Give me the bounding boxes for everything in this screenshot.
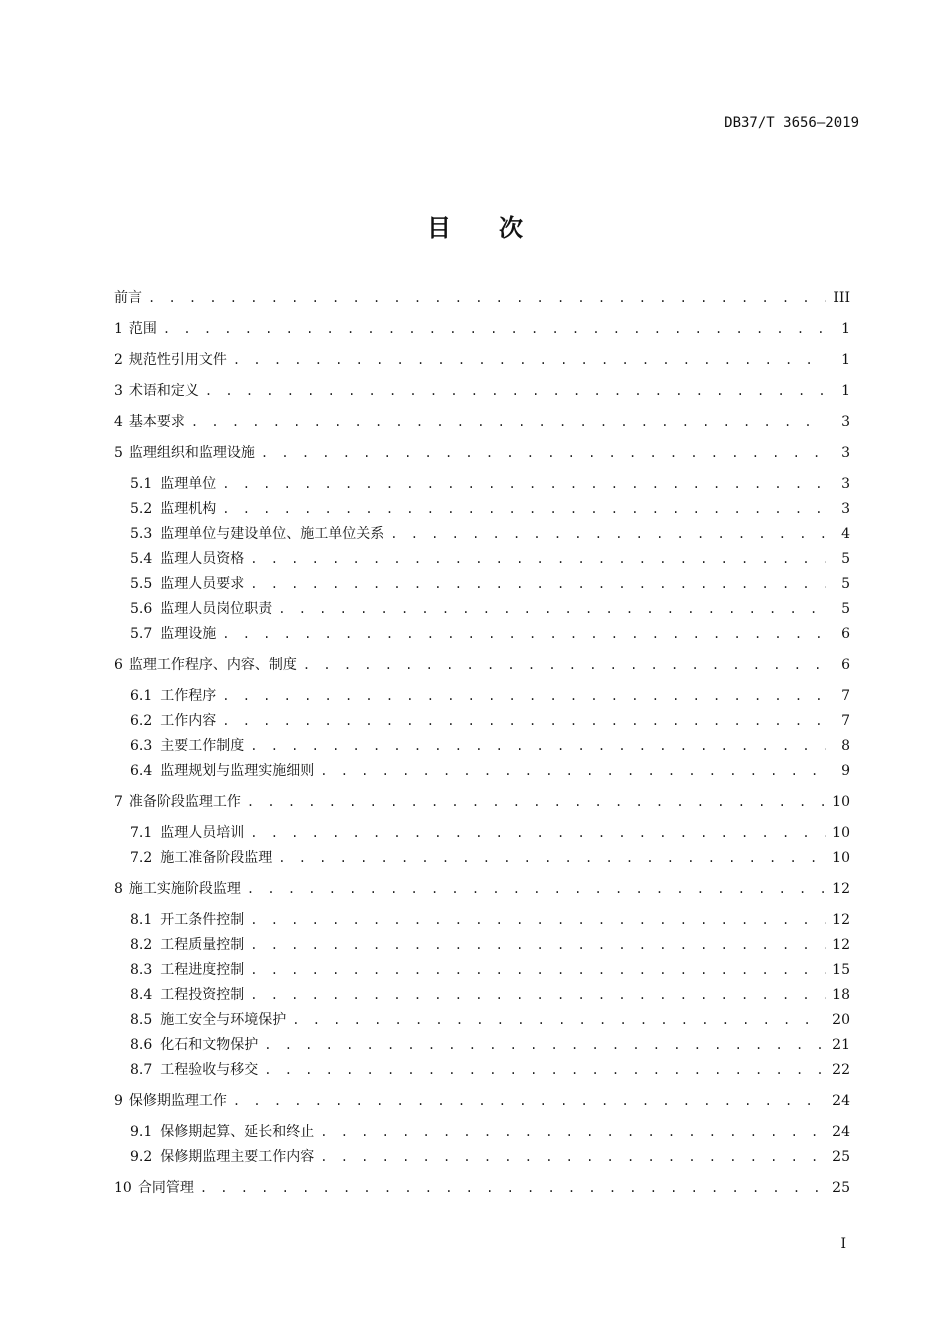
toc-dot-leader — [148, 288, 826, 308]
toc-entry-page: 25 — [832, 1180, 850, 1196]
toc-entry-page: 12 — [832, 912, 850, 928]
toc-dot-leader — [233, 350, 826, 370]
toc-dot-leader — [278, 848, 826, 868]
toc-entry-page: 5 — [841, 601, 850, 617]
toc-entry-label: 施工安全与环境保护 — [160, 1012, 287, 1028]
toc-dot-leader — [222, 499, 826, 519]
toc-entry-number: 5.2 — [130, 501, 153, 517]
toc-entry-number: 5.6 — [130, 601, 153, 617]
toc-entry[interactable] — [114, 1178, 850, 1198]
toc-entry-label: 监理单位与建设单位、施工单位关系 — [160, 526, 385, 542]
toc-dot-leader — [264, 1060, 826, 1080]
toc-entry-label: 范围 — [128, 321, 157, 337]
toc-dot-leader — [250, 960, 826, 980]
toc-entry-label: 监理机构 — [160, 501, 217, 517]
toc-entry[interactable] — [114, 288, 850, 308]
toc-entry-label: 准备阶段监理工作 — [128, 794, 241, 810]
toc-entry-label: 开工条件控制 — [160, 912, 245, 928]
toc-entry-label: 工程投资控制 — [160, 987, 245, 1003]
toc-entry-label: 监理人员资格 — [160, 551, 245, 567]
toc-entry-number: 3 — [114, 383, 123, 399]
toc-entry[interactable] — [130, 761, 850, 781]
toc-entry-label: 监理组织和监理设施 — [128, 445, 255, 461]
toc-entry-number: 9.2 — [130, 1149, 153, 1165]
toc-entry-number: 6.2 — [130, 713, 153, 729]
toc-dot-leader — [247, 792, 826, 812]
toc-entry-label: 工作内容 — [160, 713, 217, 729]
toc-entry-page: 18 — [832, 987, 850, 1003]
toc-entry-label: 工程质量控制 — [160, 937, 245, 953]
toc-entry[interactable] — [130, 1147, 850, 1167]
toc-entry-label: 工程进度控制 — [160, 962, 245, 978]
toc-entry[interactable] — [130, 711, 850, 731]
toc-dot-leader — [222, 686, 826, 706]
toc-entry-number: 6.4 — [130, 763, 153, 779]
toc-entry-page: 1 — [841, 321, 850, 337]
toc-entry[interactable] — [114, 879, 850, 899]
toc-entry-number: 5.4 — [130, 551, 153, 567]
toc-entry[interactable] — [130, 1060, 850, 1080]
toc-entry-number: 8.3 — [130, 962, 153, 978]
toc-entry-page: III — [833, 290, 850, 306]
toc-dot-leader — [303, 655, 826, 675]
toc-entry-number: 4 — [114, 414, 123, 430]
toc-entry-label: 保修期监理主要工作内容 — [160, 1149, 315, 1165]
toc-entry-number: 2 — [114, 352, 123, 368]
toc-entry[interactable] — [130, 736, 850, 756]
toc-entry-label: 施工实施阶段监理 — [128, 881, 241, 897]
toc-entry[interactable] — [130, 499, 850, 519]
toc-dot-leader — [261, 443, 826, 463]
toc-dot-leader — [250, 574, 826, 594]
toc-dot-leader — [205, 381, 826, 401]
toc-entry-label: 监理人员培训 — [160, 825, 245, 841]
toc-entry-number: 5.5 — [130, 576, 153, 592]
toc-entry-label: 施工准备阶段监理 — [160, 850, 273, 866]
toc-entry-number: 7 — [114, 794, 123, 810]
toc-entry-label: 工程验收与移交 — [160, 1062, 259, 1078]
toc-dot-leader — [250, 985, 826, 1005]
toc-entry-label: 主要工作制度 — [160, 738, 245, 754]
toc-entry-page: 7 — [841, 688, 850, 704]
toc-entry-page: 3 — [841, 501, 850, 517]
toc-entry[interactable] — [130, 624, 850, 644]
toc-entry-page: 21 — [832, 1037, 850, 1053]
toc-entry-page: 8 — [841, 738, 850, 754]
toc-entry-page: 10 — [832, 794, 850, 810]
toc-entry-page: 3 — [841, 476, 850, 492]
toc-entry-page: 1 — [841, 383, 850, 399]
toc-entry-page: 24 — [832, 1093, 850, 1109]
toc-entry[interactable] — [130, 549, 850, 569]
toc-entry[interactable] — [130, 1035, 850, 1055]
toc-dot-leader — [250, 935, 826, 955]
toc-dot-leader — [264, 1035, 826, 1055]
toc-entry-number: 9.1 — [130, 1124, 153, 1140]
toc-dot-leader — [250, 910, 826, 930]
toc-dot-leader — [320, 1147, 826, 1167]
toc-entry-page: 12 — [832, 937, 850, 953]
toc-entry-number: 8.7 — [130, 1062, 153, 1078]
toc-entry[interactable] — [114, 1091, 850, 1111]
toc-entry-label: 监理规划与监理实施细则 — [160, 763, 315, 779]
toc-entry[interactable] — [114, 350, 850, 370]
toc-entry-page: 3 — [841, 414, 850, 430]
toc-dot-leader — [233, 1091, 826, 1111]
toc-entry-number: 8.1 — [130, 912, 153, 928]
toc-entry-number: 8.2 — [130, 937, 153, 953]
toc-entry[interactable] — [114, 412, 850, 432]
toc-entry-label: 工作程序 — [160, 688, 217, 704]
toc-entry-label: 基本要求 — [128, 414, 185, 430]
toc-entry-page: 15 — [832, 962, 850, 978]
toc-entry-label: 保修期监理工作 — [128, 1093, 227, 1109]
toc-entry[interactable] — [130, 524, 850, 544]
toc-entry[interactable] — [114, 792, 850, 812]
toc-entry-page: 5 — [841, 551, 850, 567]
toc-entry[interactable] — [130, 960, 850, 980]
toc-entry[interactable] — [130, 1122, 850, 1142]
toc-entry-page: 9 — [841, 763, 850, 779]
toc-entry-label: 监理人员要求 — [160, 576, 245, 592]
toc-entry[interactable] — [114, 655, 850, 675]
toc-dot-leader — [163, 319, 826, 339]
toc-entry-label: 保修期起算、延长和终止 — [160, 1124, 315, 1140]
toc-entry-number: 5 — [114, 445, 123, 461]
page-number: I — [840, 1236, 846, 1252]
toc-entry-page: 25 — [832, 1149, 850, 1165]
toc-entry-number: 9 — [114, 1093, 123, 1109]
toc-entry-label: 监理单位 — [160, 476, 217, 492]
toc-entry-page: 6 — [841, 657, 850, 673]
toc-dot-leader — [247, 879, 826, 899]
toc-entry-number: 7.2 — [130, 850, 153, 866]
toc-entry-number: 8.4 — [130, 987, 153, 1003]
toc-entry-number: 6 — [114, 657, 123, 673]
toc-entry[interactable] — [130, 985, 850, 1005]
toc-entry-page: 24 — [832, 1124, 850, 1140]
toc-entry-label: 监理设施 — [160, 626, 217, 642]
toc-entry-page: 22 — [832, 1062, 850, 1078]
toc-entry-number: 5.1 — [130, 476, 153, 492]
toc-entry-number: 5.7 — [130, 626, 153, 642]
toc-entry-page: 3 — [841, 445, 850, 461]
toc-entry[interactable] — [130, 474, 850, 494]
toc-dot-leader — [390, 524, 826, 544]
toc-entry-page: 6 — [841, 626, 850, 642]
toc-entry[interactable] — [130, 1010, 850, 1030]
document-code: DB37/T 3656—2019 — [724, 115, 859, 131]
toc-entry-page: 20 — [832, 1012, 850, 1028]
toc-entry[interactable] — [114, 319, 850, 339]
toc-entry-number: 8.6 — [130, 1037, 153, 1053]
toc-dot-leader — [200, 1178, 826, 1198]
toc-entry-page: 10 — [832, 850, 850, 866]
page-title: 目次 — [427, 214, 571, 242]
toc-dot-leader — [191, 412, 826, 432]
toc-entry-number: 10 — [114, 1180, 132, 1196]
toc-entry[interactable] — [130, 935, 850, 955]
toc-dot-leader — [222, 711, 826, 731]
toc-entry-number: 5.3 — [130, 526, 153, 542]
toc-dot-leader — [222, 624, 826, 644]
toc-entry-page: 10 — [832, 825, 850, 841]
toc-dot-leader — [250, 823, 826, 843]
toc-entry[interactable] — [130, 910, 850, 930]
toc-entry-number: 6.3 — [130, 738, 153, 754]
toc-entry[interactable] — [130, 823, 850, 843]
toc-entry-number: 8 — [114, 881, 123, 897]
toc-entry-label: 监理工作程序、内容、制度 — [128, 657, 297, 673]
toc-entry-number: 1 — [114, 321, 123, 337]
toc-dot-leader — [278, 599, 826, 619]
toc-entry[interactable] — [130, 686, 850, 706]
toc-dot-leader — [292, 1010, 826, 1030]
toc-entry[interactable] — [130, 848, 850, 868]
toc-entry-number: 7.1 — [130, 825, 153, 841]
toc-entry-number: 8.5 — [130, 1012, 153, 1028]
toc-entry-page: 7 — [841, 713, 850, 729]
toc-entry[interactable] — [130, 599, 850, 619]
toc-entry[interactable] — [114, 443, 850, 463]
toc-entry-number: 6.1 — [130, 688, 153, 704]
toc-dot-leader — [320, 1122, 826, 1142]
toc-entry-page: 5 — [841, 576, 850, 592]
toc-entry-label: 规范性引用文件 — [128, 352, 227, 368]
toc-dot-leader — [250, 736, 826, 756]
toc-entry-label: 监理人员岗位职责 — [160, 601, 273, 617]
toc-dot-leader — [320, 761, 826, 781]
toc-entry-page: 12 — [832, 881, 850, 897]
toc-entry[interactable] — [114, 381, 850, 401]
toc-entry-label: 前言 — [114, 290, 142, 306]
toc-entry-label: 术语和定义 — [128, 383, 199, 399]
toc-entry-label: 合同管理 — [137, 1180, 194, 1196]
toc-entry-label: 化石和文物保护 — [160, 1037, 259, 1053]
toc-entry[interactable] — [130, 574, 850, 594]
toc-entry-page: 4 — [841, 526, 850, 542]
toc-dot-leader — [250, 549, 826, 569]
toc-dot-leader — [222, 474, 826, 494]
toc-entry-page: 1 — [841, 352, 850, 368]
